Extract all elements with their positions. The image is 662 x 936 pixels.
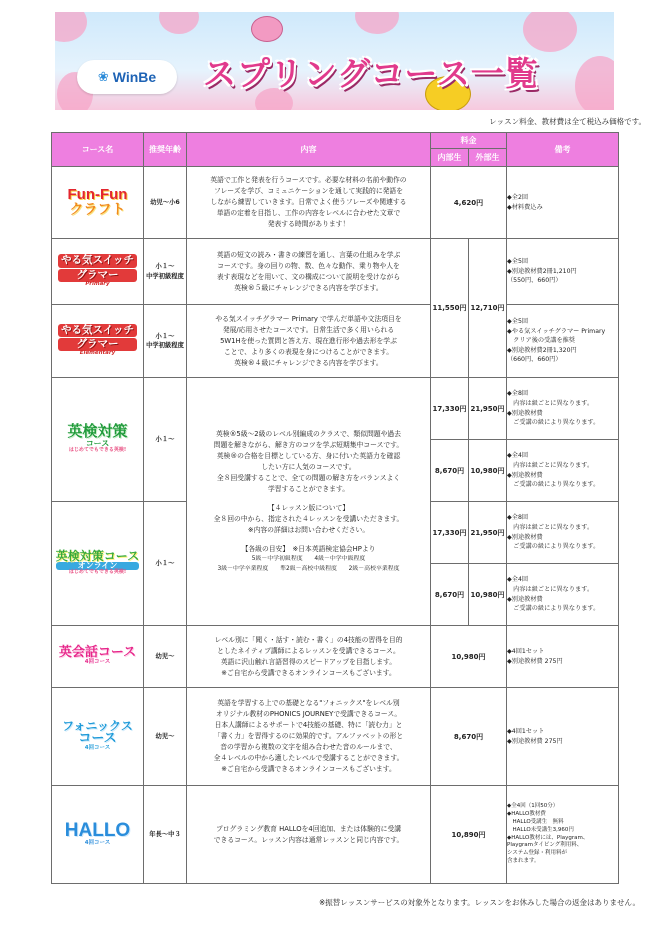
course-price-internal: 8,670円 (431, 440, 469, 502)
course-price-external: 12,710円 (469, 239, 507, 378)
course-logo-eiken: 英検対策 コース はじめてでもできる英検! (52, 378, 144, 502)
header-external: 外部生 (469, 149, 507, 167)
course-price-internal: 17,330円 (431, 502, 469, 564)
course-remarks: ◆全4回 内容は級ごとに異なります。 ◆別途教材費 ご受講の級により異なります。 (507, 440, 619, 502)
course-price: 10,890円 (431, 786, 507, 884)
course-description: 英語を学習する上での基礎となる"フォニックス"をレベル別 オリジナル教材のPHONICS JOURNEYで受講できるコース。 日本人講師によるサポートで4技能の基礎、特に「読む力」と 「書く力」を習得するのに効果的です。アルファベットの形と 音の学習から複数の文字を組み合わせた音のルールまで、 全４レベルの中から適したレベルで受講することができます。 ※ご自宅から受講できるオンラインコースもございます。 (187, 688, 431, 786)
table-row (52, 167, 619, 239)
course-price-internal: 11,550円 (431, 239, 469, 378)
course-price-internal: 17,330円 (431, 378, 469, 440)
course-remarks: ◆全2回 ◆材料費込み (507, 167, 619, 239)
header-fee: 料金 (431, 133, 507, 149)
winbe-mark-icon: ❀ (97, 69, 109, 85)
course-remarks: ◆全5回 ◆やる気スイッチグラマー Primary クリア後の受講を推奨 ◆別途教材費2冊1,320円 （660円、660円） (507, 305, 619, 378)
course-remarks: ◆4回1セット ◆別途教材費 275円 (507, 688, 619, 786)
brand-name: WinBe (112, 69, 157, 85)
course-description: 英語の短文の読み・書きの練習を通し、言葉の仕組みを学ぶ コースです。身の回りの物、数、色々な動作、乗り物や人を 表す表現などを用いて、文の構成について説明を受けながら 英検®５級にチャレンジできる内容を学びます。 (187, 239, 431, 305)
header-content: 内容 (187, 133, 431, 167)
course-remarks: ◆全8回 内容は級ごとに異なります。 ◆別途教材費 ご受講の級により異なります。 (507, 378, 619, 440)
course-logo-funfun: Fun-Fun クラフト (52, 167, 144, 239)
course-age: 年長～中３ (144, 786, 187, 884)
course-age: 小１～ (144, 378, 187, 502)
header-remarks: 備考 (507, 133, 619, 167)
blossom-decoration (575, 56, 614, 110)
table-row (52, 378, 619, 440)
course-remarks: ◆全4回（1回50分） ◆HALLO教材費 HALLO受講生 無料 HALLO未受講生3,960円 ◆HALLO教材には、Playgram、 Playgramタイピング利用料、 システム登録・利用料が 含まれます。 (507, 786, 619, 884)
blossom-decoration (355, 12, 399, 34)
course-price-external: 21,950円 (469, 378, 507, 440)
header-internal: 内部生 (431, 149, 469, 167)
table-row (52, 626, 619, 688)
course-logo-hallo: HALLO 4回コース (52, 786, 144, 884)
course-price: 8,670円 (431, 688, 507, 786)
course-remarks: ◆全8回 内容は級ごとに異なります。 ◆別途教材費 ご受講の級により異なります。 (507, 502, 619, 564)
course-price: 4,620円 (431, 167, 507, 239)
course-remarks: ◆全4回 内容は級ごとに異なります。 ◆別途教材費 ご受講の級により異なります。 (507, 564, 619, 626)
blossom-decoration (523, 12, 577, 52)
winbe-logo (77, 60, 177, 94)
course-logo-kaiwa: 英会話コース 4回コース (52, 626, 144, 688)
course-price-external: 10,980円 (469, 564, 507, 626)
table-row (52, 786, 619, 884)
course-price-external: 10,980円 (469, 440, 507, 502)
table-row (52, 305, 619, 378)
course-age: 幼児～ (144, 688, 187, 786)
course-description: 英語で工作と発表を行うコースです。必要な材料の名前や動作の フレーズを学び、コミュニケーションを通して実践的に発語を しながら練習していきます。日常でよく使うフレーズや関連する 単語の定着を目指し、工作の内容をレベルに合わせた文章で 発表する時間があります！ (187, 167, 431, 239)
course-description: やる気スイッチグラマー Primary で学んだ単語や文法項目を 発展/応用させたコースです。日常生活で多く用いられる 5W1Hを使った質問と答え方、現在進行形や過去形を学ぶ ことで、より多くの表現を身につけることができます。 英検®４級にチャレンジできる内容を学びます。 (187, 305, 431, 378)
blossom-decoration (159, 12, 199, 34)
course-age: 小１～ 中学初級程度 (144, 305, 187, 378)
course-price: 10,980円 (431, 626, 507, 688)
course-remarks: ◆4回1セット ◆別途教材費 275円 (507, 626, 619, 688)
table-row (52, 239, 619, 305)
course-remarks: ◆全5回 ◆別途教材費2冊1,210円 （550円、660円） (507, 239, 619, 305)
tax-note: レッスン料金、教材費は全て税込み価格です。 (489, 117, 646, 126)
course-logo-phonics: フォニックス コース 4回コース (52, 688, 144, 786)
header-banner (55, 12, 614, 110)
course-age: 幼児～ (144, 626, 187, 688)
course-age: 小１～ (144, 502, 187, 626)
blossom-decoration (55, 12, 87, 42)
course-logo-grammar-elementary: やる気スイッチ グラマー Elementary (52, 305, 144, 378)
refund-note: ※振替レッスンサービスの対象外となります。レッスンをお休みした場合の返金はありません。 (319, 898, 640, 907)
header-age: 推奨年齢 (144, 133, 187, 167)
course-description: プログラミング教育 HALLOを4回追加、または体験的に受講 できるコース。レッスン内容は通常レッスンと同じ内容です。 (187, 786, 431, 884)
course-table (51, 132, 619, 884)
course-description: 英検®5級～2級のレベル別編成のクラスで、類似問題や過去 問題を解きながら、解き方のコツを学ぶ短期集中コースです。 英検®の合格を目標としている方、身に付いた英語力を確認 したい方に人気のコースです。 全８回受講することで、全ての問題の解き方をバランスよく 学習することができます。 【４レッスン版について】 全８回の中から、指定された４レッスンを受講いただきます。 ※内容の詳細はお問い合わせください。 【各級の目安】 ※日本英語検定協会HPより 5級－中学初級程度 4級－中学中級程度 3級－中学卒業程度 準2級－高校中級程度 2級－高校卒業程度 (187, 378, 431, 626)
course-age: 幼児～小6 (144, 167, 187, 239)
course-description: レベル別に「聞く・話す・読む・書く」の4技能の習得を目的 としたネイティブ講師によるレッスンを受講できるコース。 英語に沢山触れ言語習得のスピードアップを目指します。 ※ご自宅から受講できるオンラインコースもございます。 (187, 626, 431, 688)
course-logo-grammar-primary: やる気スイッチ グラマー Primary (52, 239, 144, 305)
header-course-name: コース名 (52, 133, 144, 167)
table-row (52, 688, 619, 786)
course-price-internal: 8,670円 (431, 564, 469, 626)
course-age: 小１～ 中学初級程度 (144, 239, 187, 305)
course-logo-eiken-online: 英検対策コース オンライン はじめてでもできる英検! (52, 502, 144, 626)
mascot-pink-icon (251, 16, 283, 42)
page-title: スプリングコース一覧 (203, 54, 539, 93)
course-price-external: 21,950円 (469, 502, 507, 564)
